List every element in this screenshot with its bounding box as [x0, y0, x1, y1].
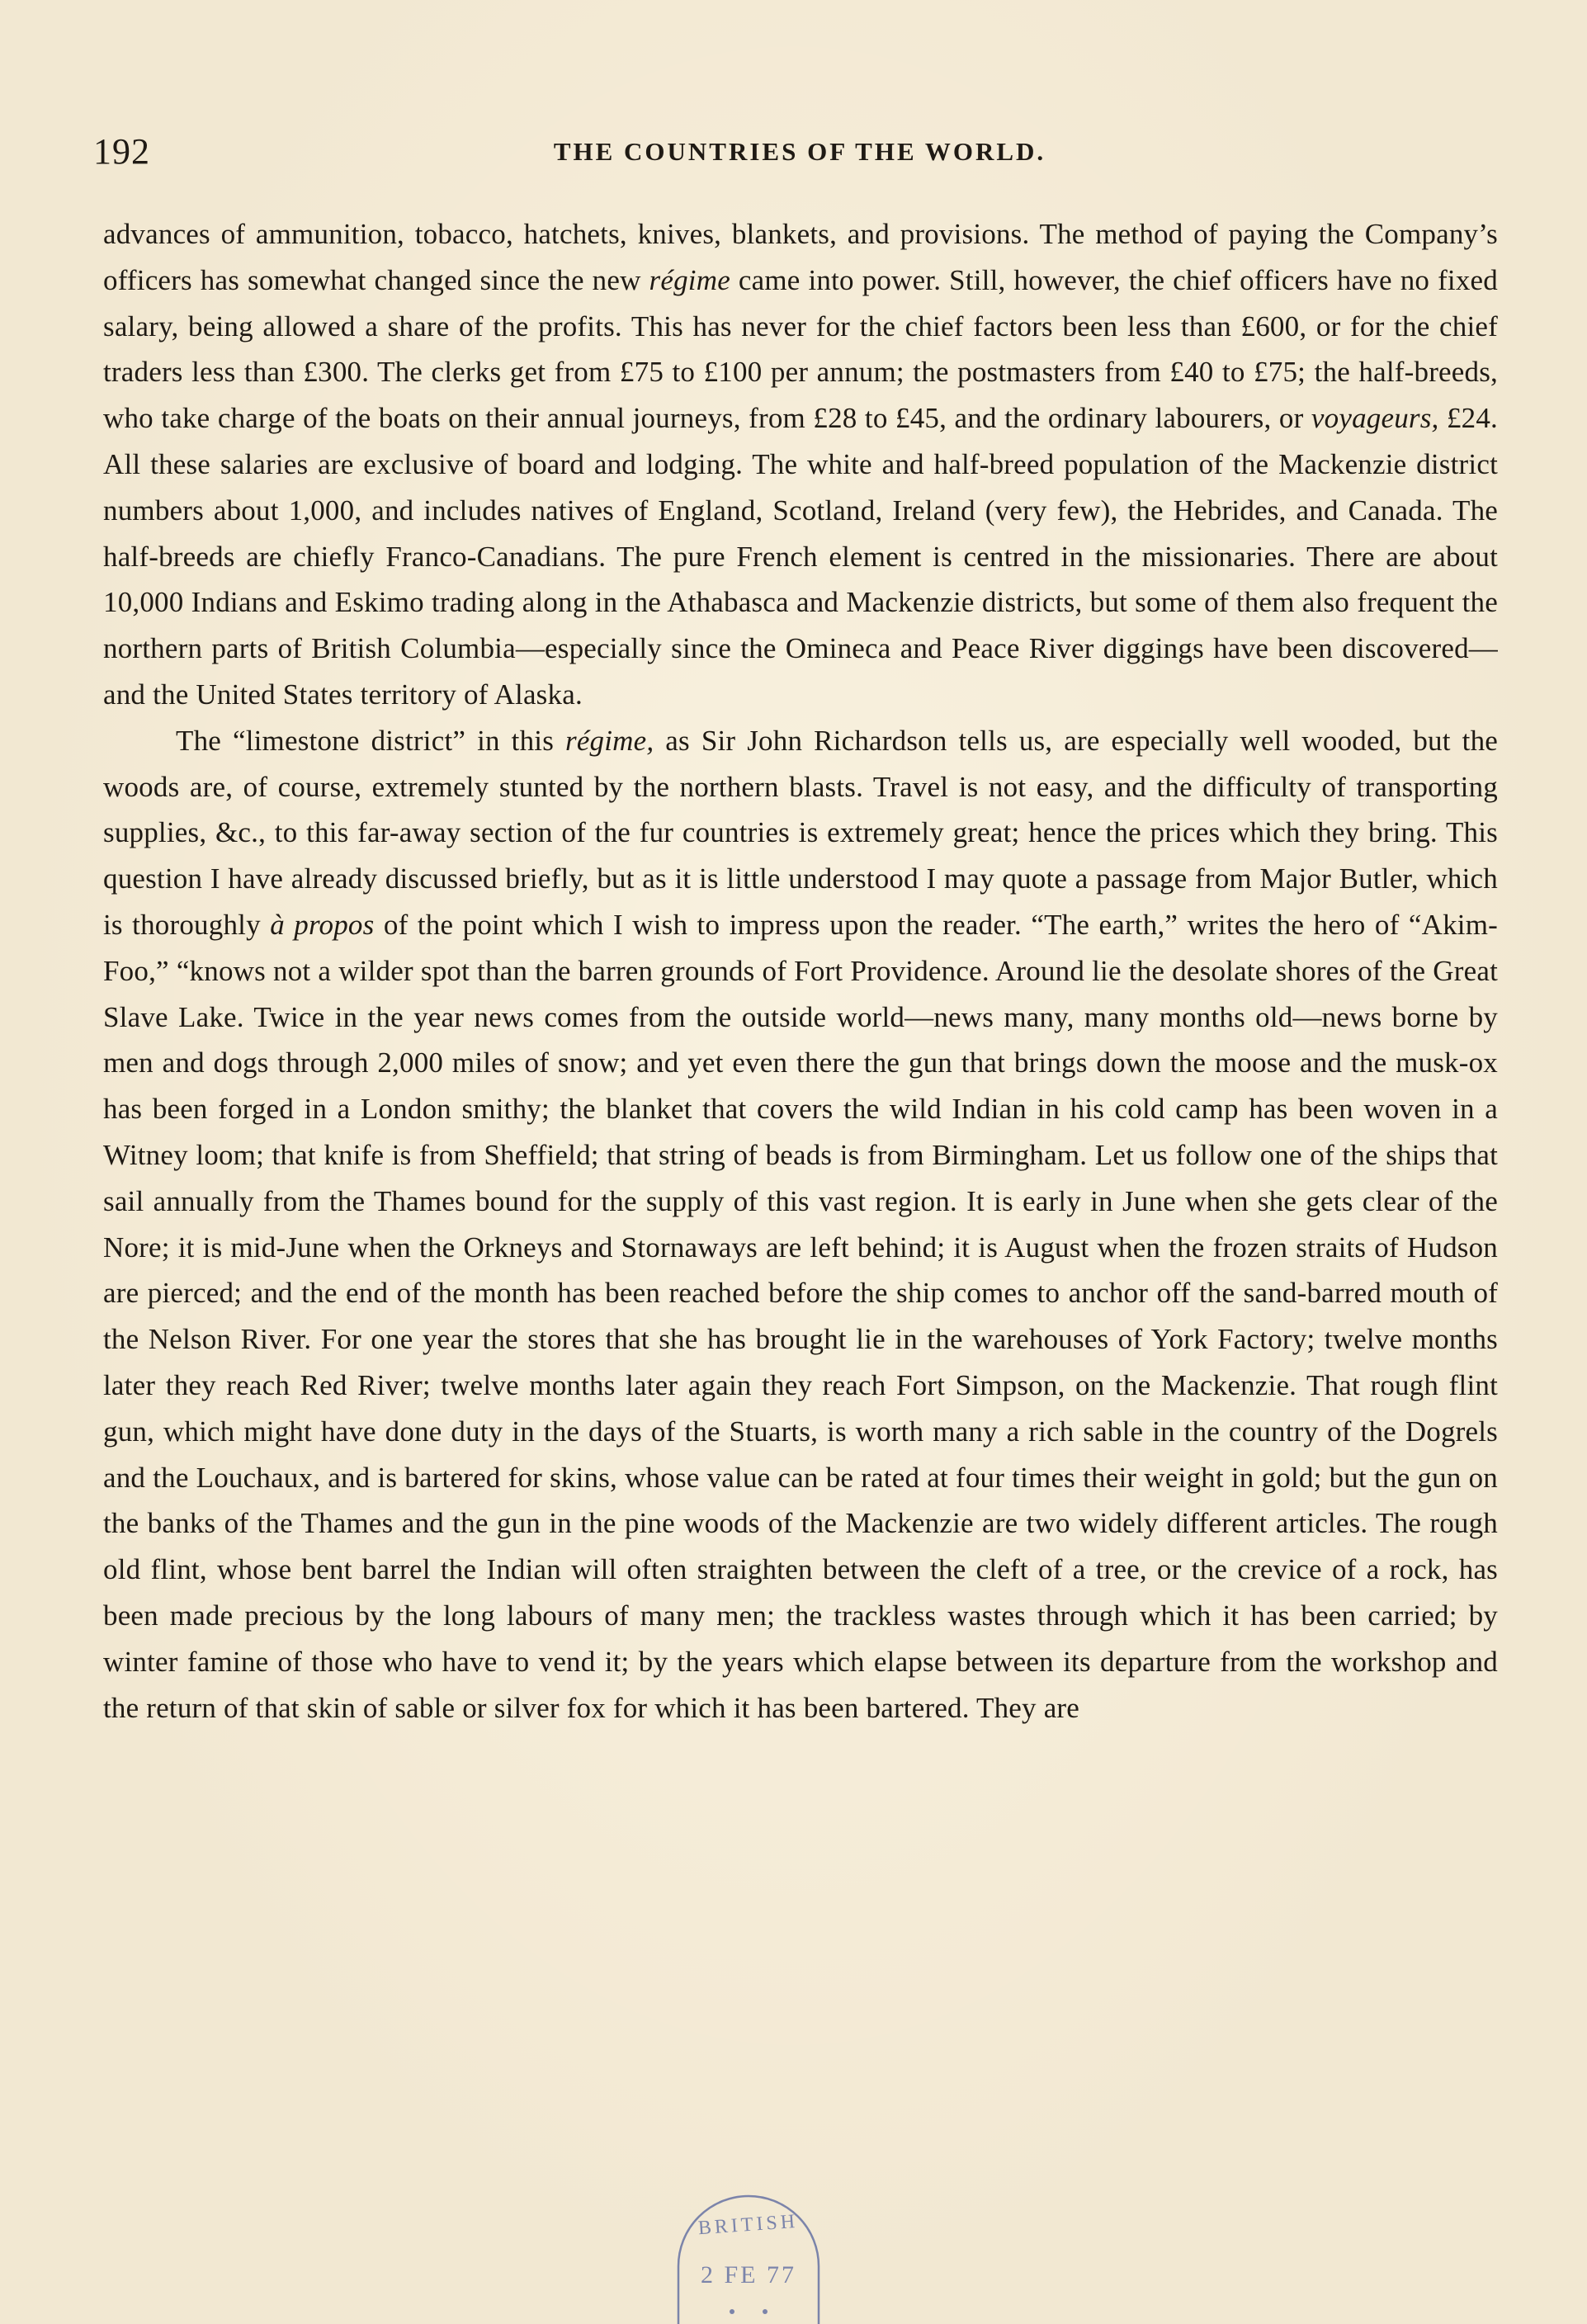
paragraph-2-italic-apropos: à propos: [270, 908, 375, 941]
stamp-dot: [763, 2309, 768, 2314]
running-head: [93, 130, 1506, 180]
paragraph-2-italic-regime: régime,: [565, 724, 654, 757]
paragraph-1-text-b: came into power. Still, however, the chief officers have no fixed salary, being allowed a share of the profits. This has never for the chief factors been less than £600, or for the chief traders less than £300. The clerks get from £75 to £100 per annum; the postmasters from £40 to £75; the half-breeds, who take charge of the boats on their annual journeys, from £28 to £45, and the ordinary labourers, or: [103, 263, 1498, 435]
library-stamp: [654, 2188, 843, 2324]
paragraph-1-text-c: £24. All these salaries are exclusive of board and lodging. The white and half-breed population of the Mackenzie district numbers about 1,000, and includes natives of England, Scotland, Ireland (very few), the Hebrides, and Canada. The half-breeds are chiefly Franco-Canadians. The pure French element is centred in the missionaries. There are about 10,000 Indians and Eskimo trading along in the Athabasca and Mackenzie districts, but some of them also frequent the northern parts of British Columbia—especially since the Omineca and Peace River diggings have been discovered—and the United States territory of Alaska.: [103, 402, 1499, 711]
stamp-institution: BRITISH: [697, 2210, 799, 2240]
paragraph-2: [103, 718, 1498, 1731]
paragraph-1-italic-regime: régime: [649, 263, 730, 296]
stamp-date: 2 FE 77: [700, 2261, 797, 2289]
paragraph-2-text-c: of the point which I wish to impress upon the reader. “The earth,” writes the hero of “Akim-Foo,” “knows not a wilder spot than the barren grounds of Fort Providence. Around lie the desolate shores of the Great Slave Lake. Twice in the year news comes from the outside world—news many, many months old—news borne by men and dogs through 2,000 miles of snow; and yet even there the gun that brings down the moose and the musk-ox has been forged in a London smithy; the blanket that covers the wild Indian in his cold camp has been woven in a Witney loom; that knife is from Sheffield; that string of beads is from Birmingham. Let us follow one of the ships that sail annually from the Thames bound for the supply of this vast region. It is early in June when she gets clear of the Nore; it is mid-June when the Orkneys and Stornaways are left behind; it is August when the frozen straits of Hudson are pierced; and the end of the month has been reached before the ship comes to anchor off the sand-barred mouth of the Nelson River. For one year the stores that she has brought lie in the warehouses of York Factory; twelve months later they reach Red River; twelve months later again they reach Fort Simpson, on the Mackenzie. That rough flint gun, which might have done duty in the days of the Stuarts, is worth many a rich sable in the country of the Dogrels and the Louchaux, and is bartered for skins, whose value can be rated at four times their weight in gold; but the gun on the banks of the Thames and the gun in the pine woods of the Mackenzie are two widely different articles. The rough old flint, whose bent barrel the Indian will often straighten between the cleft of a tree, or the crevice of a rock, has been made precious by the long labours of many men; the trackless wastes through which it has been carried; by winter famine of those who have to vend it; by the years which elapse between its departure from the workshop and the return of that skin of sable or silver fox for which it has been bartered. They are: [103, 908, 1498, 1724]
page-number: 192: [93, 131, 150, 172]
paragraph-1-italic-voyageurs: voyageurs,: [1311, 402, 1439, 435]
paragraph-2-text-a: The “limestone district” in this: [176, 724, 565, 757]
stamp-dot: [730, 2309, 734, 2314]
paragraph-1-text-a: advances of ammunition, tobacco, hatchets, knives, blankets, and provisions. The method of paying the Company’s officers has somewhat changed since the new: [103, 218, 1498, 296]
paragraph-1: [103, 211, 1498, 718]
paragraph-2-text-b: as Sir John Richardson tells us, are especially well wooded, but the woods are, of course, extremely stunted by the northern blasts. Travel is not easy, and the difficulty of transporting supplies, &c., to this far-away section of the fur countries is extremely great; hence the prices which they bring. This question I have already discussed briefly, but as it is little understood I may quote a passage from Major Butler, which is thoroughly: [103, 724, 1499, 941]
running-title: THE COUNTRIES OF THE WORLD.: [553, 137, 1046, 166]
body-text: [103, 211, 1498, 1731]
